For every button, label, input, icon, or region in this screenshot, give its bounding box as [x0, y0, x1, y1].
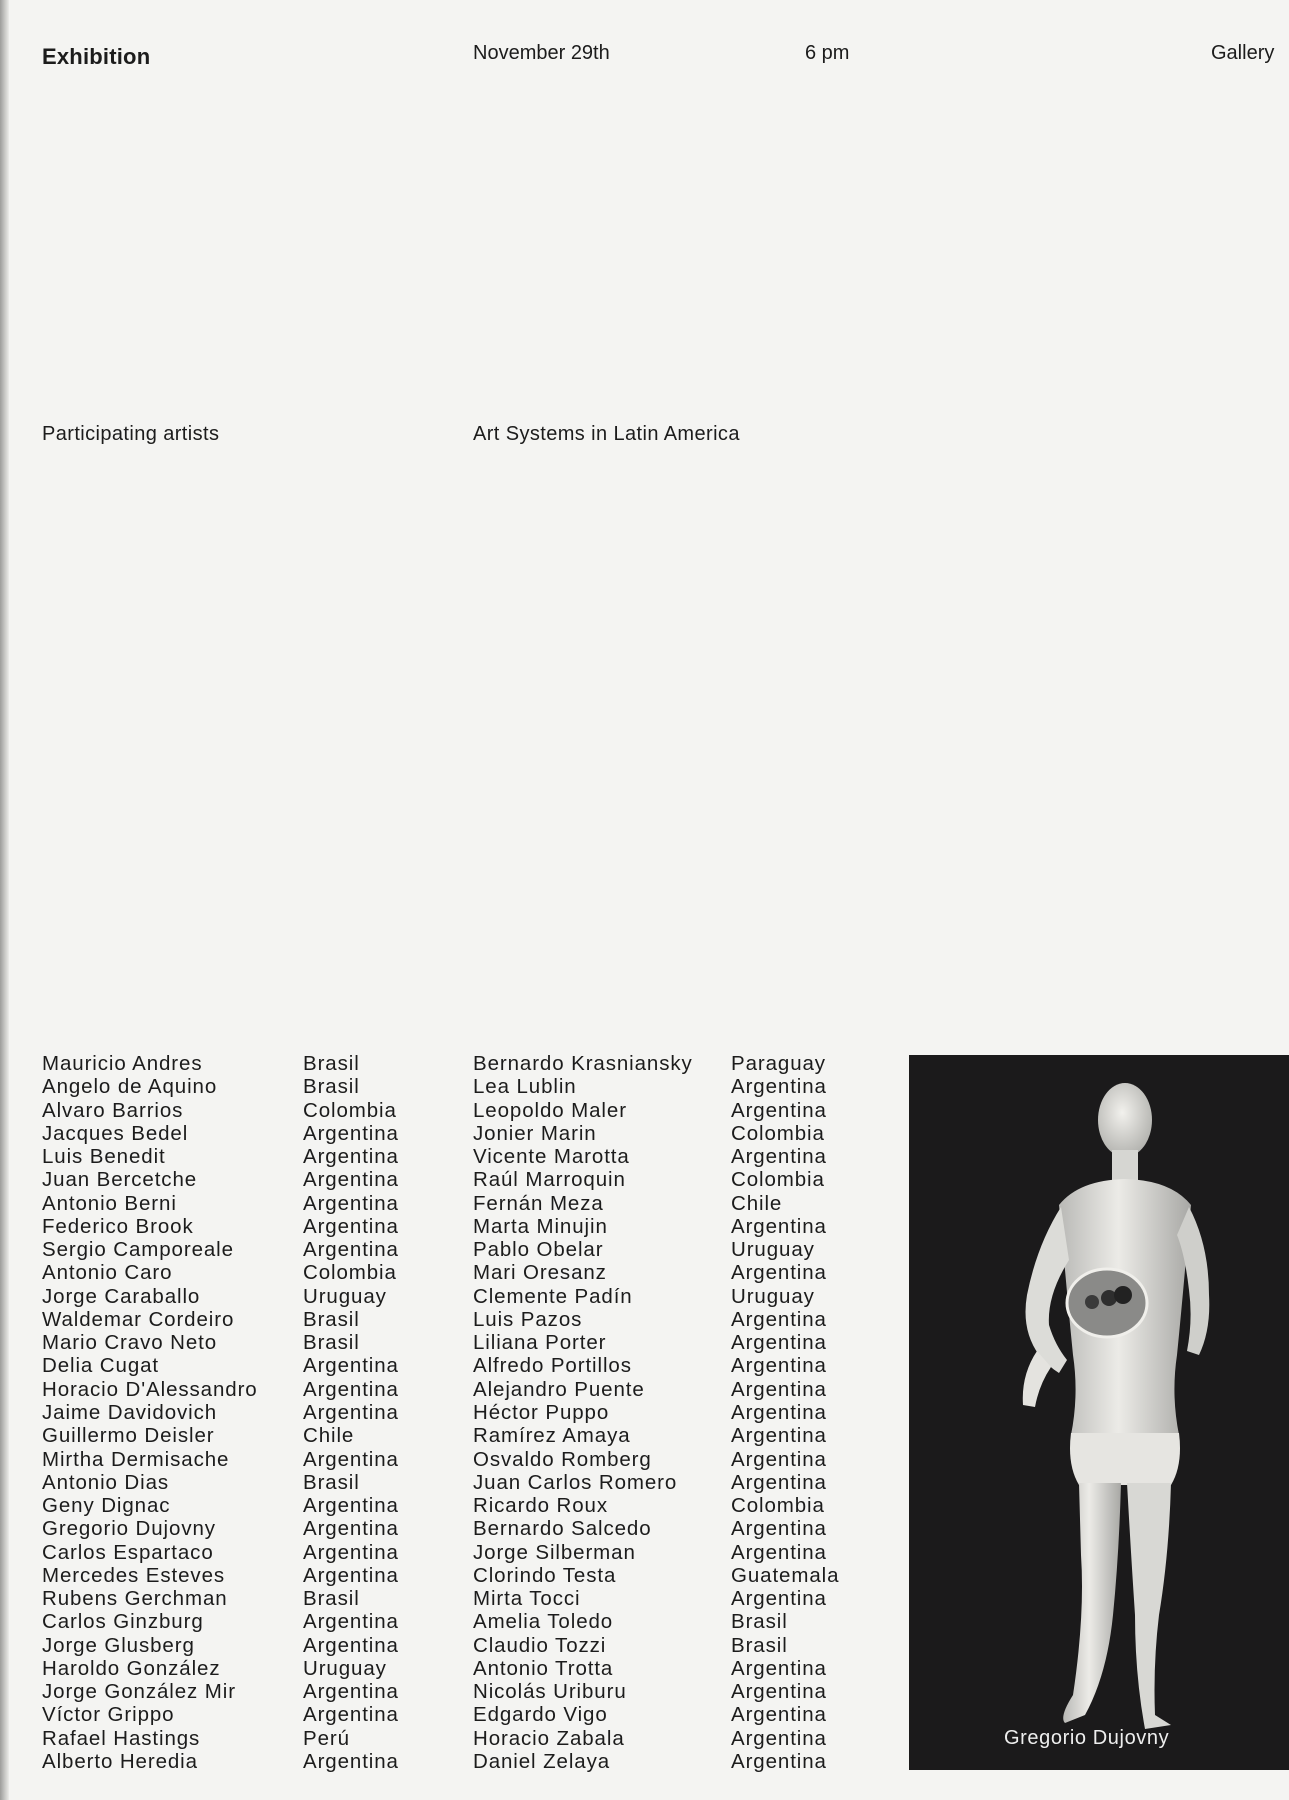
- artist-country: Brasil: [731, 1633, 788, 1657]
- artist-name: Ramírez Amaya: [473, 1424, 631, 1448]
- artist-name: Nicolás Uriburu: [473, 1680, 627, 1704]
- participating-artists-heading: Participating artists: [42, 423, 220, 445]
- artist-name: Rubens Gerchman: [42, 1587, 228, 1611]
- artist-country: Argentina: [303, 1377, 399, 1401]
- artist-name: Antonio Trotta: [473, 1656, 614, 1680]
- artist-name: Mirta Tocci: [473, 1587, 581, 1611]
- artist-country: Argentina: [303, 1494, 399, 1518]
- artist-country: Argentina: [303, 1517, 399, 1541]
- artist-name: Jacques Bedel: [42, 1121, 189, 1145]
- artist-country: Argentina: [731, 1145, 827, 1169]
- artist-country: Argentina: [731, 1447, 827, 1471]
- artist-country: Argentina: [303, 1749, 399, 1773]
- artist-country: Argentina: [303, 1354, 399, 1378]
- artist-country: Argentina: [731, 1470, 827, 1494]
- artist-name: Liliana Porter: [473, 1331, 607, 1355]
- artist-country: Argentina: [731, 1331, 827, 1355]
- artist-country: Argentina: [731, 1261, 827, 1285]
- artist-country: Chile: [731, 1191, 783, 1215]
- artist-country: Argentina: [303, 1563, 399, 1587]
- artist-name: Guillermo Deisler: [42, 1424, 215, 1448]
- artist-name: Vicente Marotta: [473, 1145, 630, 1169]
- artist-country: Argentina: [303, 1214, 399, 1238]
- artist-country: Brasil: [303, 1331, 360, 1355]
- artist-country: Argentina: [731, 1656, 827, 1680]
- artist-name: Alfredo Portillos: [473, 1354, 632, 1378]
- artist-name: Luis Benedit: [42, 1145, 166, 1169]
- artist-country: Colombia: [731, 1494, 825, 1518]
- artist-name: Clemente Padín: [473, 1284, 633, 1308]
- artist-name: Carlos Ginzburg: [42, 1610, 204, 1634]
- artist-name: Jorge Caraballo: [42, 1284, 201, 1308]
- artist-name: Alejandro Puente: [473, 1377, 645, 1401]
- artist-country: Argentina: [731, 1400, 827, 1424]
- artist-name: Mario Cravo Neto: [42, 1331, 218, 1355]
- artist-name: Jorge Silberman: [473, 1540, 636, 1564]
- artist-name: Mirtha Dermisache: [42, 1447, 230, 1471]
- artist-country: Argentina: [303, 1633, 399, 1657]
- artist-name: Rafael Hastings: [42, 1726, 201, 1750]
- artist-country: Argentina: [731, 1540, 827, 1564]
- artist-name: Fernán Meza: [473, 1191, 604, 1215]
- artist-name: Jorge Glusberg: [42, 1633, 195, 1657]
- artist-country: Brasil: [303, 1307, 360, 1331]
- artist-name: Jaime Davidovich: [42, 1400, 218, 1424]
- artist-name: Carlos Espartaco: [42, 1540, 214, 1564]
- artist-name: Alberto Heredia: [42, 1749, 198, 1773]
- artist-name: Jorge González Mir: [42, 1680, 236, 1704]
- artist-name: Jonier Marin: [473, 1121, 597, 1145]
- artist-name: Haroldo González: [42, 1656, 221, 1680]
- artist-name: Claudio Tozzi: [473, 1633, 607, 1657]
- artist-country: Argentina: [303, 1168, 399, 1192]
- artist-country: Brasil: [731, 1610, 788, 1634]
- artist-name: Héctor Puppo: [473, 1400, 610, 1424]
- artist-name: Juan Bercetche: [42, 1168, 198, 1192]
- artist-country: Argentina: [731, 1098, 827, 1122]
- artist-name: Daniel Zelaya: [473, 1749, 611, 1773]
- artist-country: Brasil: [303, 1075, 360, 1099]
- artist-country: Colombia: [731, 1121, 825, 1145]
- artist-country: Argentina: [731, 1424, 827, 1448]
- exhibition-title: Art Systems in Latin America: [473, 423, 740, 445]
- artist-name: Leopoldo Maler: [473, 1098, 627, 1122]
- artist-name: Geny Dignac: [42, 1494, 171, 1518]
- artist-name: Mari Oresanz: [473, 1261, 607, 1285]
- artist-country: Colombia: [731, 1168, 825, 1192]
- artist-country: Argentina: [731, 1075, 827, 1099]
- artist-country: Argentina: [731, 1517, 827, 1541]
- artist-country: Argentina: [303, 1447, 399, 1471]
- artist-country: Brasil: [303, 1587, 360, 1611]
- artist-country: Uruguay: [303, 1656, 387, 1680]
- artist-name: Víctor Grippo: [42, 1703, 175, 1727]
- photo-caption: Gregorio Dujovny: [1004, 1727, 1170, 1749]
- artist-name: Antonio Berni: [42, 1191, 177, 1215]
- artist-country: Colombia: [303, 1261, 397, 1285]
- artist-country: Brasil: [303, 1052, 360, 1075]
- artist-country: Argentina: [731, 1587, 827, 1611]
- artist-country: Argentina: [303, 1540, 399, 1564]
- artist-name: Gregorio Dujovny: [42, 1517, 216, 1541]
- artist-name: Ricardo Roux: [473, 1494, 608, 1518]
- artist-country: Argentina: [731, 1726, 827, 1750]
- artist-name: Mauricio Andres: [42, 1052, 203, 1075]
- artist-name: Antonio Caro: [42, 1261, 173, 1285]
- artist-country: Argentina: [731, 1377, 827, 1401]
- mannequin-figure-image: [909, 1055, 1289, 1770]
- artist-country: Argentina: [303, 1610, 399, 1634]
- artist-country: Argentina: [731, 1680, 827, 1704]
- artwork-photo: [909, 1055, 1289, 1770]
- artist-name: Juan Carlos Romero: [473, 1470, 678, 1494]
- artist-name: Marta Minujin: [473, 1214, 608, 1238]
- artist-country: Argentina: [303, 1703, 399, 1727]
- artist-country: Uruguay: [731, 1284, 815, 1308]
- artist-country: Argentina: [303, 1238, 399, 1262]
- artist-name: Lea Lublin: [473, 1075, 577, 1099]
- artist-name: Antonio Dias: [42, 1470, 170, 1494]
- artist-country: Uruguay: [731, 1238, 815, 1262]
- artist-country: Argentina: [731, 1703, 827, 1727]
- artist-country: Argentina: [303, 1400, 399, 1424]
- artist-name: Horacio D'Alessandro: [42, 1377, 258, 1401]
- artist-name: Delia Cugat: [42, 1354, 160, 1378]
- artist-name: Angelo de Aquino: [42, 1075, 218, 1099]
- artist-name: Clorindo Testa: [473, 1563, 617, 1587]
- artist-name: Amelia Toledo: [473, 1610, 614, 1634]
- artist-name: Federico Brook: [42, 1214, 194, 1238]
- artist-country: Argentina: [731, 1354, 827, 1378]
- artist-name: Luis Pazos: [473, 1307, 583, 1331]
- gallery-label: Gallery: [1211, 42, 1275, 64]
- artist-country: Argentina: [303, 1121, 399, 1145]
- artist-name: Bernardo Salcedo: [473, 1517, 652, 1541]
- artist-country: Argentina: [303, 1145, 399, 1169]
- artist-name: Sergio Camporeale: [42, 1238, 234, 1262]
- artist-country: Guatemala: [731, 1563, 840, 1587]
- artist-country: Argentina: [731, 1214, 827, 1238]
- artist-country: Argentina: [731, 1749, 827, 1773]
- artist-name: Alvaro Barrios: [42, 1098, 184, 1122]
- artist-country: Uruguay: [303, 1284, 387, 1308]
- exhibition-label: Exhibition: [42, 44, 151, 69]
- artist-country: Chile: [303, 1424, 355, 1448]
- artist-name: Osvaldo Romberg: [473, 1447, 652, 1471]
- artist-name: Raúl Marroquin: [473, 1168, 626, 1192]
- artist-country: Perú: [303, 1726, 350, 1750]
- artist-country: Argentina: [731, 1307, 827, 1331]
- artist-name: Mercedes Esteves: [42, 1563, 226, 1587]
- artist-name: Pablo Obelar: [473, 1238, 604, 1262]
- exhibition-time: 6 pm: [805, 42, 850, 64]
- artist-name: Horacio Zabala: [473, 1726, 625, 1750]
- artist-name: Waldemar Cordeiro: [42, 1307, 235, 1331]
- exhibition-date: November 29th: [473, 42, 610, 64]
- artist-country: Argentina: [303, 1680, 399, 1704]
- artist-name: Edgardo Vigo: [473, 1703, 608, 1727]
- artist-country: Brasil: [303, 1470, 360, 1494]
- page-binding-edge: [0, 0, 9, 1800]
- artist-country: Argentina: [303, 1191, 399, 1215]
- artist-country: Colombia: [303, 1098, 397, 1122]
- artist-country: Paraguay: [731, 1052, 826, 1075]
- artist-name: Bernardo Krasniansky: [473, 1052, 693, 1075]
